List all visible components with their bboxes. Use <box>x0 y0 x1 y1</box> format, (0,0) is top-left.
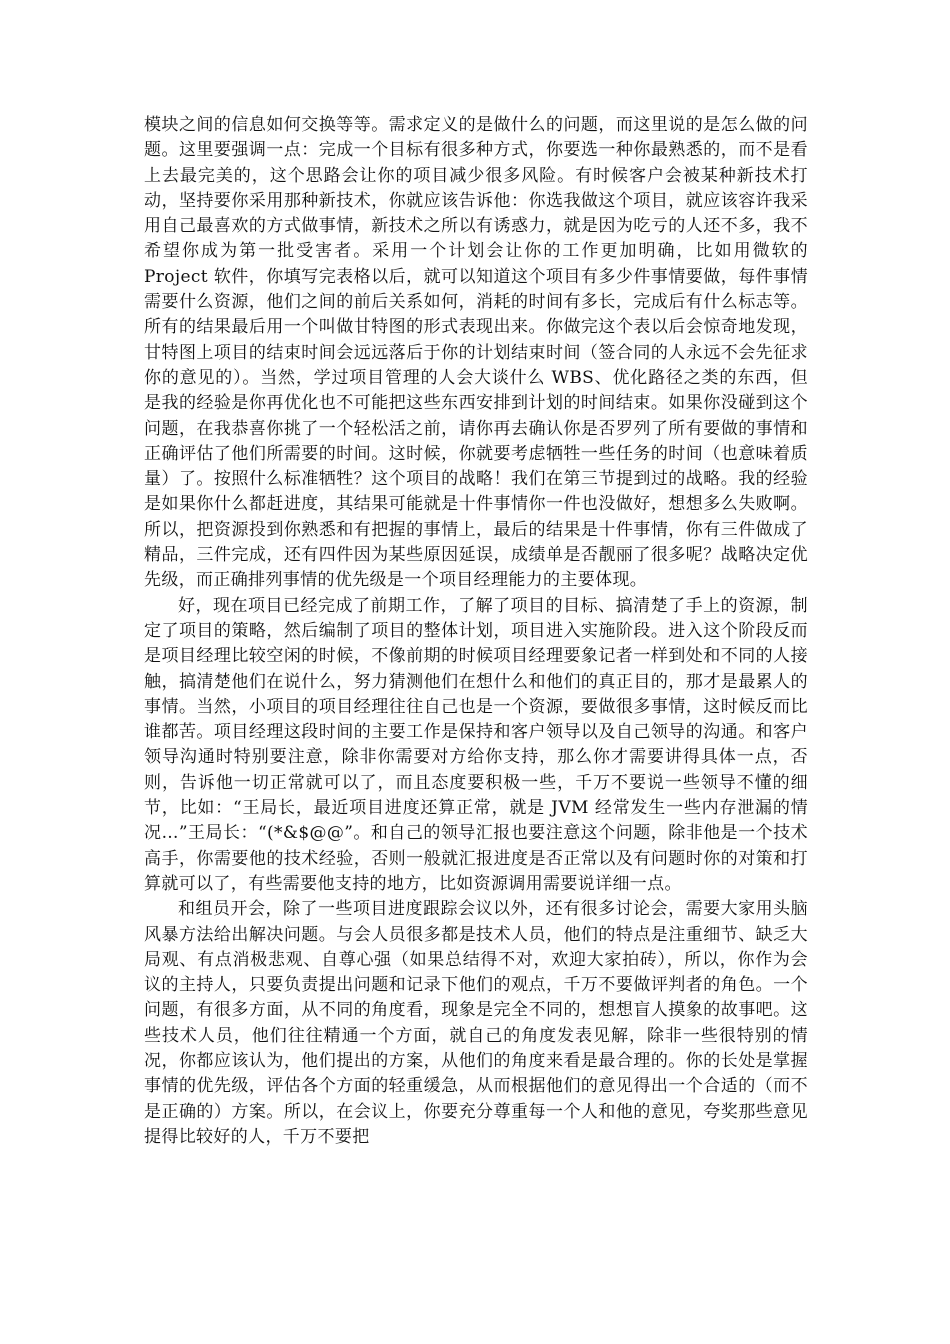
paragraph-implementation-phase: 好，现在项目已经完成了前期工作，了解了项目的目标、搞清楚了手上的资源，制定了项目的策略，然后编制了项目的整体计划，项目进入实施阶段。进入这个阶段反而是项目经理比较空闲的时候，不像前期的时候项目经理要象记者一样到处和不同的人接触，搞清楚他们在说什么，努力猜测他们在想什么和他们的真正目的，那才是最累人的事情。当然，小项目的项目经理往往自己也是一个资源，要做很多事情，这时候反而比谁都苦。项目经理这段时间的主要工作是保持和客户领导以及自己领导的沟通。和客户领导沟通时特别要注意，除非你需要对方给你支持，那么你才需要讲得具体一点，否则，告诉他一切正常就可以了，而且态度要积极一些，千万不要说一些领导不懂的细节，比如：“王局长，最近项目进度还算正常，就是 JVM 经常发生一些内存泄漏的情况…”王局长：“(*&$@@”。和自己的领导汇报也要注意这个问题，除非他是一个技术高手，你需要他的技术经验，否则一般就汇报进度是否正常以及有问题时你的对策和打算就可以了，有些需要他支持的地方，比如资源调用需要说详细一点。 <box>144 595 808 894</box>
paragraph-team-meetings: 和组员开会，除了一些项目进度跟踪会议以外，还有很多讨论会，需要大家用头脑风暴方法给出解决问题。与会人员很多都是技术人员，他们的特点是注重细节、缺乏大局观、有点消极悲观、自尊心强（如果总结得不对，欢迎大家拍砖），所以，你作为会议的主持人，只要负责提出问题和记录下他们的观点，千万不要做评判者的角色。一个问题，有很多方面，从不同的角度看，现象是完全不同的，想想盲人摸象的故事吧。这些技术人员，他们往往精通一个方面，就自己的角度发表见解，除非一些很特别的情况，你都应该认为，他们提出的方案，从他们的角度来看是最合理的。你的长处是掌握事情的优先级，评估各个方面的轻重缓急，从而根据他们的意见得出一个合适的（而不是正确的）方案。所以，在会议上，你要充分尊重每一个人和他的意见，夸奖那些意见提得比较好的人，千万不要把 <box>144 899 808 1147</box>
paragraph-continued: 模块之间的信息如何交换等等。需求定义的是做什么的问题，而这里说的是怎么做的问题。这里要强调一点：完成一个目标有很多种方式，你要选一种你最熟悉的，而不是看上去最完美的，这个思路会让你的项目减少很多风险。有时候客户会被某种新技术打动，坚持要你采用那种新技术，你就应该告诉他：你选我做这个项目，就应该容许我采用自己最喜欢的方式做事情，新技术之所以有诱惑力，就是因为吃亏的人还不多，我不希望你成为第一批受害者。采用一个计划会让你的工作更加明确，比如用微软的 Project 软件，你填写完表格以后，就可以知道这个项目有多少件事情要做，每件事情需要什么资源，他们之间的前后关系如何，消耗的时间有多长，完成后有什么标志等。所有的结果最后用一个叫做甘特图的形式表现出来。你做完这个表以后会惊奇地发现，甘特图上项目的结束时间会远远落后于你的计划结束时间（签合同的人永远不会先征求你的意见的）。当然，学过项目管理的人会大谈什么 WBS、优化路径之类的东西，但是我的经验是你再优化也不可能把这些东西安排到计划的时间结束。如果你没碰到这个问题，在我恭喜你挑了一个轻松活之前，请你再去确认你是否罗列了所有要做的事情和正确评估了他们所需要的时间。这时候，你就要考虑牺牲一些任务的时间（也意味着质量）了。按照什么标准牺牲？这个项目的战略！我们在第三节提到过的战略。我的经验是如果你什么都赶进度，其结果可能就是十件事情你一件也没做好，想想多么失败啊。所以，把资源投到你熟悉和有把握的事情上，最后的结果是十件事情，你有三件做成了精品，三件完成，还有四件因为某些原因延误，成绩单是否靓丽了很多呢？战略决定优先级，而正确排列事情的优先级是一个项目经理能力的主要体现。 <box>144 115 808 591</box>
document-body <box>144 113 808 1150</box>
